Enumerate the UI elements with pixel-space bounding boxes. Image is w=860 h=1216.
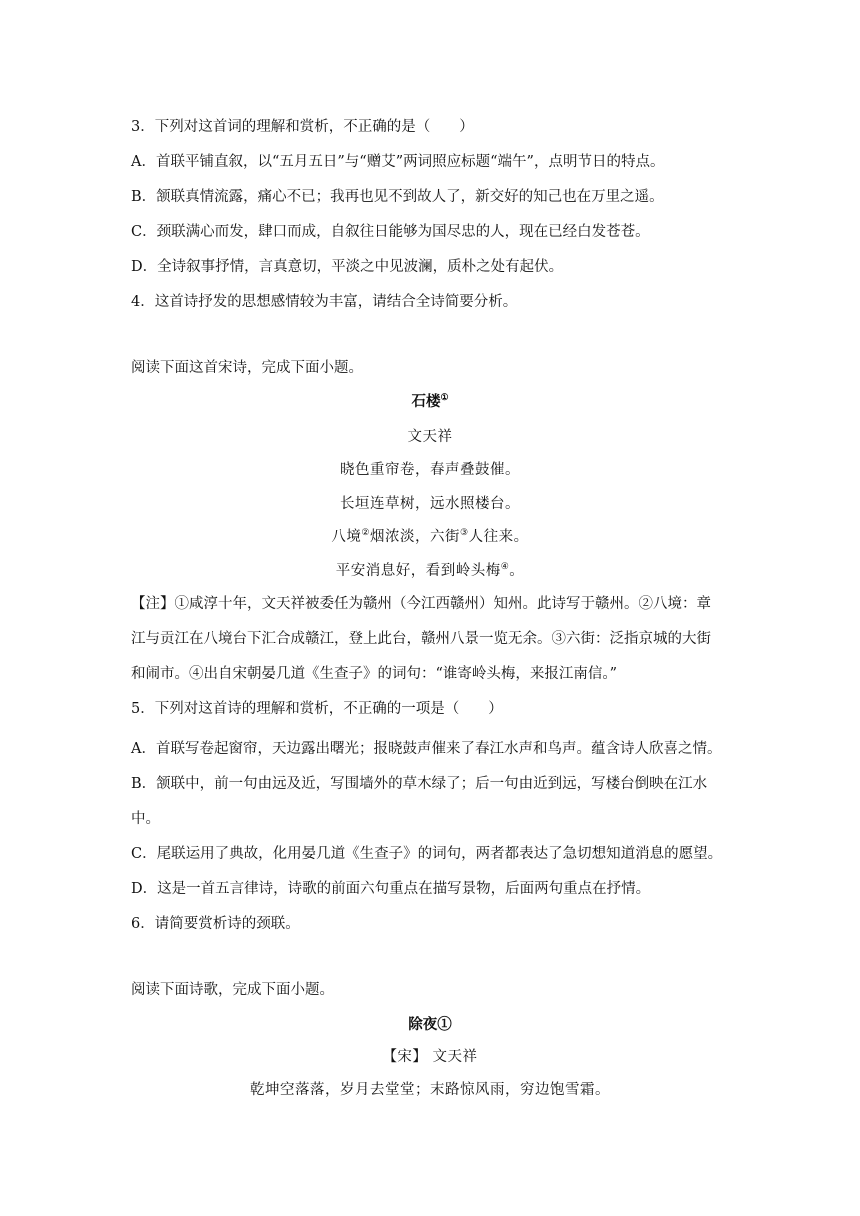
question-4: 4．这首诗抒发的思想感情较为丰富，请结合全诗简要分析。 <box>131 294 518 310</box>
section3-intro: 阅读下面诗歌，完成下面小题。 <box>131 982 334 998</box>
poem-line-1: 晓色重帘卷，春声叠鼓催。 <box>340 462 520 478</box>
q3-option-d: D．全诗叙事抒情，言真意切，平淡之中见波澜，质朴之处有起伏。 <box>131 259 564 275</box>
note-line-3: 和闹市。④出自宋朝晏几道《生查子》的词句：“谁寄岭头梅，来报江南信。” <box>131 666 618 682</box>
poem2-line-1: 乾坤空落落，岁月去堂堂；末路惊风雨，穷边饱雪霜。 <box>250 1082 610 1098</box>
q5-option-a: A．首联写卷起窗帘，天边露出曙光；报晓鼓声催来了春江水声和鸟声。蕴含诗人欣喜之情。 <box>131 741 722 757</box>
footnote-mark: ① <box>440 393 449 404</box>
question-6: 6．请简要赏析诗的颈联。 <box>131 916 300 932</box>
q3-option-b: B．颔联真情流露，痛心不已；我再也见不到故人了，新交好的知己也在万里之遥。 <box>131 189 664 205</box>
q5-option-c: C．尾联运用了典故，化用晏几道《生查子》的词句，两者都表达了急切想知道消息的愿望。 <box>131 846 723 862</box>
note-line-2: 江与贡江在八境台下汇合成赣江，登上此台，赣州八景一览无余。③六街：泛指京城的大街 <box>131 631 711 647</box>
poem-line-2: 长垣连草树，远水照楼台。 <box>340 496 520 512</box>
poem-line-3: 八境②烟浓淡，六街③人往来。 <box>331 528 529 545</box>
question-3: 3．下列对这首词的理解和赏析，不正确的是（ ） <box>131 119 474 135</box>
q3-option-c: C．颈联满心而发，肆口而成，自叙往日能够为国尽忠的人，现在已经白发苍苍。 <box>131 224 650 240</box>
poem2-title: 除夜① <box>408 1016 452 1033</box>
note-line-1: 【注】①咸淳十年，文天祥被委任为赣州（今江西赣州）知州。此诗写于赣州。②八境：章 <box>131 596 711 612</box>
q5-option-b-cont: 中。 <box>131 811 160 827</box>
poem-author: 文天祥 <box>407 429 453 445</box>
q5-option-d: D．这是一首五言律诗，诗歌的前面六句重点在描写景物，后面两句重点在抒情。 <box>131 881 651 897</box>
poem-line-4: 平安消息好，看到岭头梅④。 <box>335 562 525 579</box>
question-5: 5．下列对这首诗的理解和赏析，不正确的一项是（ ） <box>131 701 503 717</box>
section2-intro: 阅读下面这首宋诗，完成下面小题。 <box>131 360 363 376</box>
poem-title: 石楼① <box>411 393 449 410</box>
poem2-author: 【宋】 文天祥 <box>382 1049 478 1065</box>
q5-option-b: B．颔联中，前一句由远及近，写围墙外的草木绿了；后一句由近到远，写楼台倒映在江水 <box>131 776 708 792</box>
q3-option-a: A．首联平铺直叙，以“五月五日”与“赠艾”两词照应标题“端午”，点明节日的特点。 <box>131 154 665 170</box>
